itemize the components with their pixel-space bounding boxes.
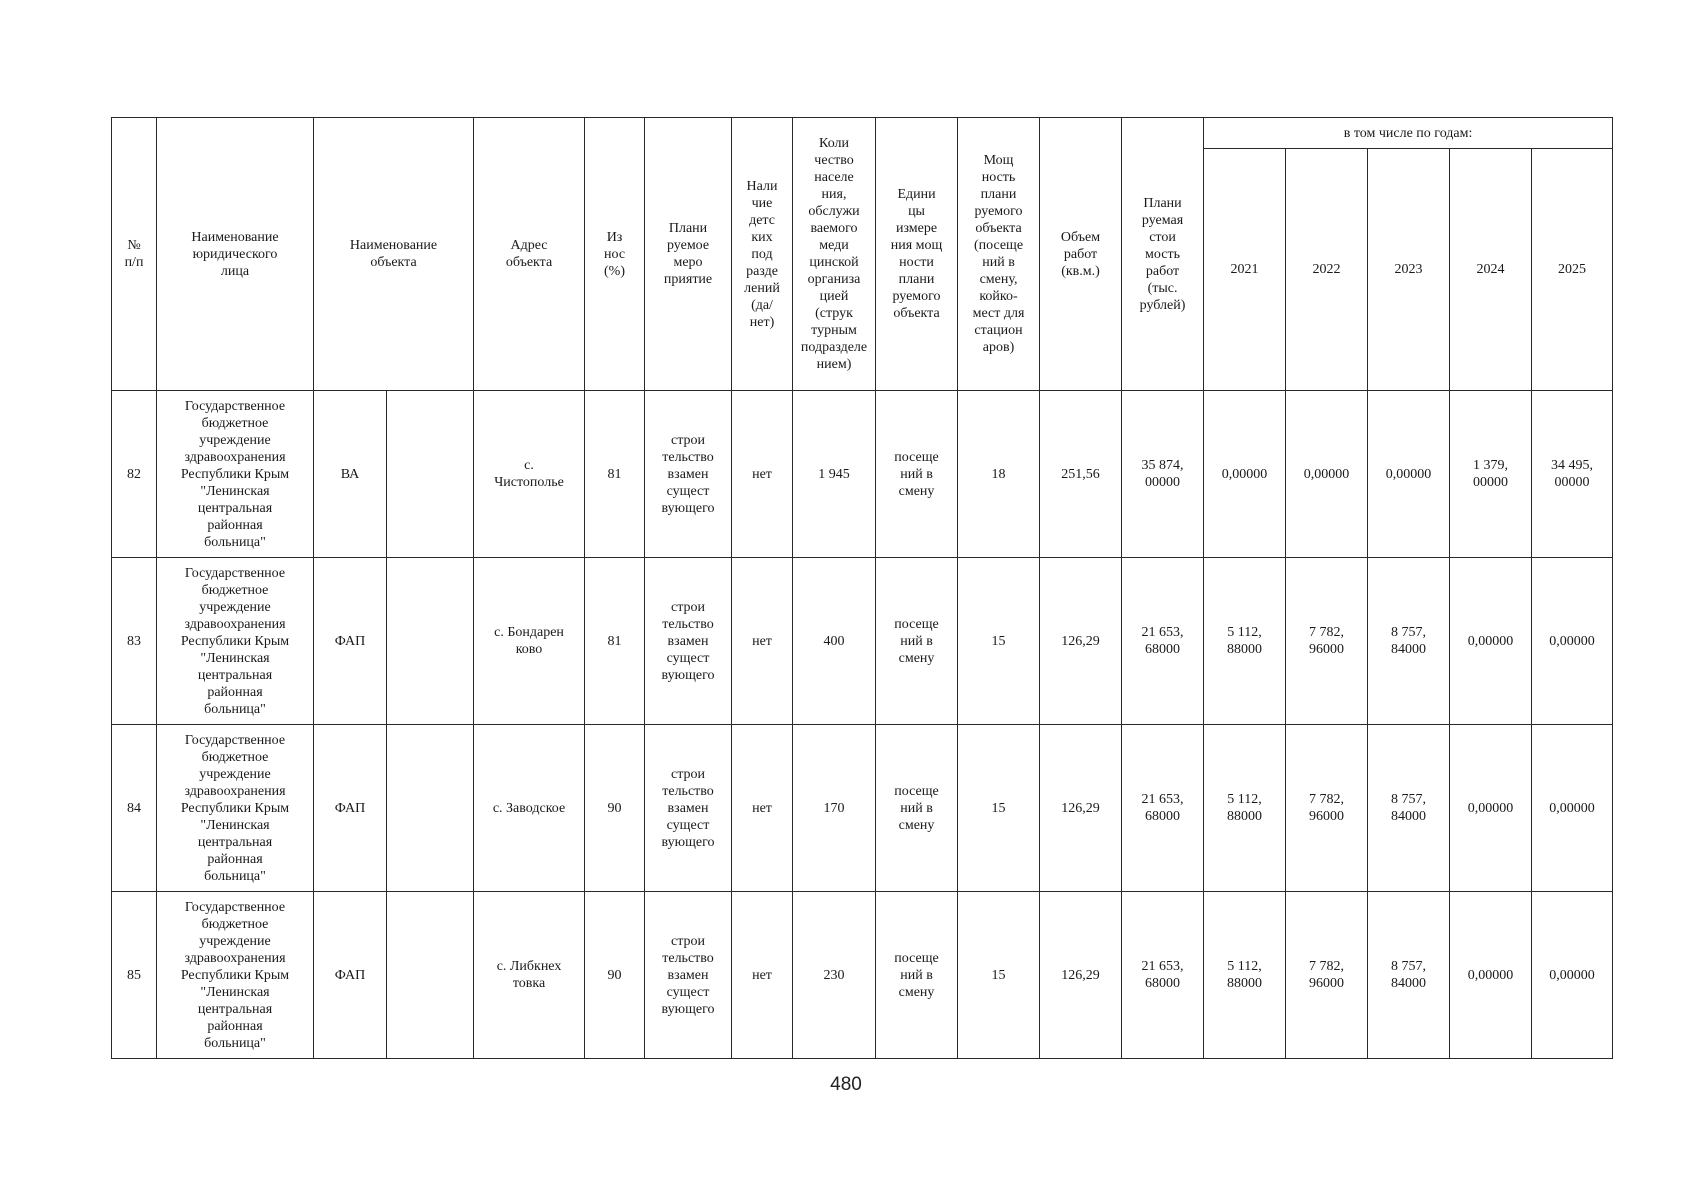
cell-2021: 5 112, 88000: [1204, 725, 1286, 892]
cell-capacity: 18: [958, 391, 1040, 558]
cell-2021: 5 112, 88000: [1204, 558, 1286, 725]
cell-org: Государственное бюджетное учреждение здравоохранения Республики Крым "Ленинская центральная районная больница": [157, 725, 314, 892]
cell-child-units: нет: [732, 391, 793, 558]
header-num: № п/п: [112, 118, 157, 391]
cell-volume: 126,29: [1040, 892, 1122, 1059]
cell-2022: 7 782, 96000: [1286, 558, 1368, 725]
header-year-2021: 2021: [1204, 149, 1286, 391]
cell-planned-activity: строи тельство взамен сущест вующего: [645, 391, 732, 558]
cell-volume: 126,29: [1040, 725, 1122, 892]
cell-units: посеще ний в смену: [876, 391, 958, 558]
cell-volume: 251,56: [1040, 391, 1122, 558]
cell-capacity: 15: [958, 558, 1040, 725]
cell-object-extra: [387, 892, 474, 1059]
cell-units: посеще ний в смену: [876, 725, 958, 892]
header-planned-activity: Плани руемое меро приятие: [645, 118, 732, 391]
cell-2024: 0,00000: [1450, 725, 1532, 892]
cell-cost: 21 653, 68000: [1122, 725, 1204, 892]
cell-num: 84: [112, 725, 157, 892]
header-year-2022: 2022: [1286, 149, 1368, 391]
cell-wear: 90: [585, 725, 645, 892]
cell-object-type: ФАП: [314, 558, 387, 725]
cell-cost: 21 653, 68000: [1122, 892, 1204, 1059]
cell-num: 85: [112, 892, 157, 1059]
header-cost: Плани руемая стои мость работ (тыс. рублей): [1122, 118, 1204, 391]
cell-population: 1 945: [793, 391, 876, 558]
cell-planned-activity: строи тельство взамен сущест вующего: [645, 725, 732, 892]
cell-2021: 5 112, 88000: [1204, 892, 1286, 1059]
cell-child-units: нет: [732, 725, 793, 892]
cell-org: Государственное бюджетное учреждение здравоохранения Республики Крым "Ленинская центральная районная больница": [157, 391, 314, 558]
cell-2023: 0,00000: [1368, 391, 1450, 558]
cell-object-extra: [387, 391, 474, 558]
table-row: [112, 892, 1613, 1059]
cell-2024: 0,00000: [1450, 892, 1532, 1059]
cell-2021: 0,00000: [1204, 391, 1286, 558]
cell-address: с. Заводское: [474, 725, 585, 892]
cell-child-units: нет: [732, 558, 793, 725]
cell-cost: 35 874, 00000: [1122, 391, 1204, 558]
cell-2022: 7 782, 96000: [1286, 892, 1368, 1059]
cell-2025: 34 495, 00000: [1532, 391, 1613, 558]
cell-address: с. Чистополье: [474, 391, 585, 558]
cell-cost: 21 653, 68000: [1122, 558, 1204, 725]
cell-object-type: ФАП: [314, 725, 387, 892]
header-population: Коли чество населе ния, обслужи ваемого меди цинской организа цией (струк турным подразделе нием): [793, 118, 876, 391]
header-year-2025: 2025: [1532, 149, 1613, 391]
cell-planned-activity: строи тельство взамен сущест вующего: [645, 558, 732, 725]
cell-wear: 81: [585, 558, 645, 725]
cell-population: 230: [793, 892, 876, 1059]
cell-2025: 0,00000: [1532, 892, 1613, 1059]
header-year-2024: 2024: [1450, 149, 1532, 391]
cell-object-type: ФАП: [314, 892, 387, 1059]
header-year-2023: 2023: [1368, 149, 1450, 391]
objects-table: [111, 117, 1613, 1059]
cell-population: 400: [793, 558, 876, 725]
cell-object-extra: [387, 558, 474, 725]
header-wear: Из нос (%): [585, 118, 645, 391]
cell-object-extra: [387, 725, 474, 892]
cell-population: 170: [793, 725, 876, 892]
header-volume: Объем работ (кв.м.): [1040, 118, 1122, 391]
table-row: [112, 391, 1613, 558]
cell-num: 83: [112, 558, 157, 725]
cell-2025: 0,00000: [1532, 725, 1613, 892]
header-address: Адрес объекта: [474, 118, 585, 391]
header-by-years: в том числе по годам:: [1204, 118, 1613, 149]
table-row: [112, 725, 1613, 892]
cell-child-units: нет: [732, 892, 793, 1059]
cell-volume: 126,29: [1040, 558, 1122, 725]
cell-2025: 0,00000: [1532, 558, 1613, 725]
cell-capacity: 15: [958, 892, 1040, 1059]
cell-capacity: 15: [958, 725, 1040, 892]
header-child-units: Нали чие детс ких под разде лений (да/ нет): [732, 118, 793, 391]
cell-2024: 0,00000: [1450, 558, 1532, 725]
cell-2023: 8 757, 84000: [1368, 725, 1450, 892]
cell-num: 82: [112, 391, 157, 558]
cell-units: посеще ний в смену: [876, 892, 958, 1059]
cell-address: с. Бондарен ково: [474, 558, 585, 725]
cell-wear: 81: [585, 391, 645, 558]
cell-object-type: ВА: [314, 391, 387, 558]
cell-2023: 8 757, 84000: [1368, 892, 1450, 1059]
cell-planned-activity: строи тельство взамен сущест вующего: [645, 892, 732, 1059]
table-header: [112, 118, 1613, 391]
cell-units: посеще ний в смену: [876, 558, 958, 725]
cell-2023: 8 757, 84000: [1368, 558, 1450, 725]
page-number: 480: [830, 1074, 862, 1095]
cell-2024: 1 379, 00000: [1450, 391, 1532, 558]
cell-wear: 90: [585, 892, 645, 1059]
cell-org: Государственное бюджетное учреждение здравоохранения Республики Крым "Ленинская центральная районная больница": [157, 892, 314, 1059]
cell-address: с. Либкнех товка: [474, 892, 585, 1059]
header-units: Едини цы измере ния мощ ности плани руемого объекта: [876, 118, 958, 391]
table-row: [112, 558, 1613, 725]
cell-2022: 0,00000: [1286, 391, 1368, 558]
header-capacity: Мощ ность плани руемого объекта (посеще ний в смену, койко- мест для стацион аров): [958, 118, 1040, 391]
header-object-name: Наименование объекта: [314, 118, 474, 391]
cell-2022: 7 782, 96000: [1286, 725, 1368, 892]
cell-org: Государственное бюджетное учреждение здравоохранения Республики Крым "Ленинская центральная районная больница": [157, 558, 314, 725]
header-org-name: Наименование юридического лица: [157, 118, 314, 391]
